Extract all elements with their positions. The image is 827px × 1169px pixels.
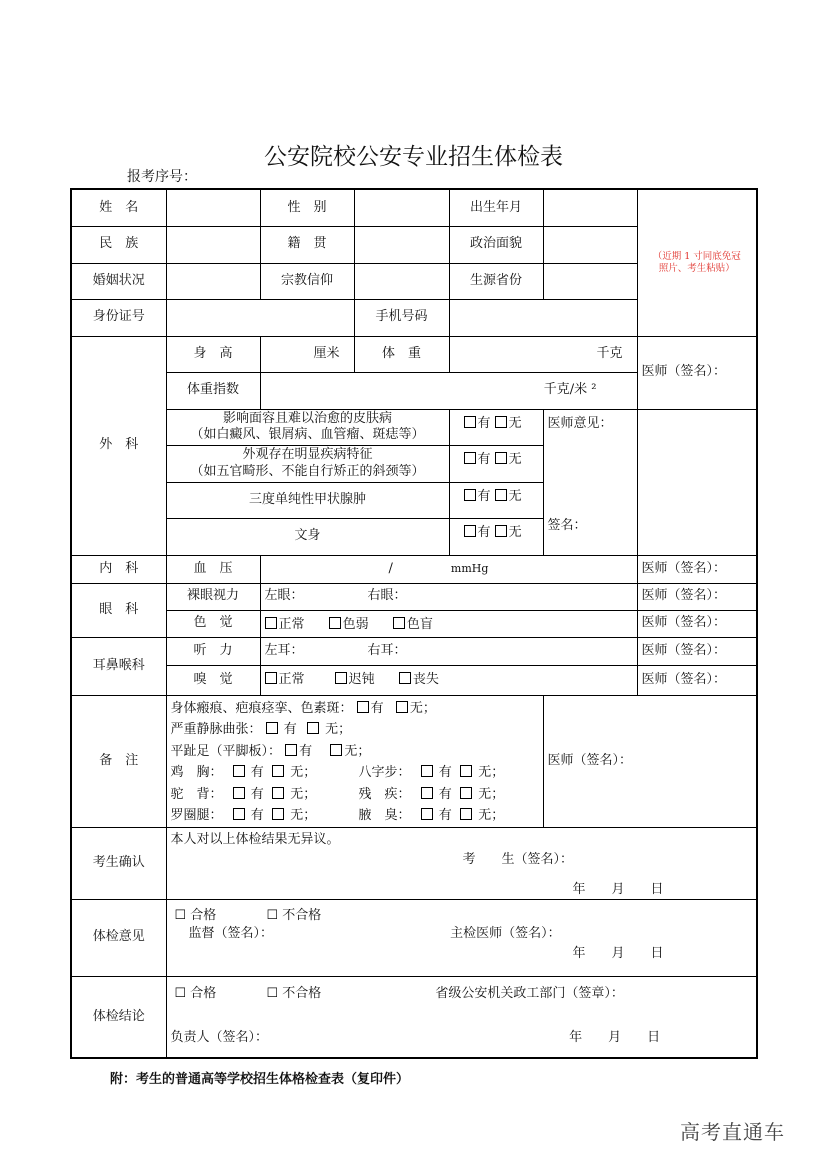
flatfoot-label: 平趾足（平脚板）： (170, 743, 282, 759)
checkbox-yes[interactable] (464, 452, 476, 464)
checkbox-loss[interactable] (399, 672, 411, 684)
right-ear-label: 右耳： (367, 642, 407, 658)
odor-label: 腋 臭： (358, 808, 411, 823)
height-label: 身 高 (166, 336, 260, 372)
checkbox-no[interactable] (495, 416, 507, 428)
surgery-doctor-sign[interactable] (637, 336, 757, 409)
no-label: 无； (409, 700, 436, 716)
opinion-choices: ☐ 合格 ☐ 不合格 (174, 907, 322, 923)
color-field[interactable] (260, 610, 637, 637)
checkbox-yes[interactable] (266, 722, 278, 734)
no-label: 无； (344, 743, 371, 759)
weight-label: 体 重 (354, 336, 449, 372)
surgery-item-thyroid-choice[interactable] (449, 482, 543, 518)
dull-label: 迟钝 (348, 671, 375, 687)
fail-option[interactable]: 不合格 (282, 985, 322, 1001)
surgery-opinion[interactable] (543, 409, 637, 555)
opinion-field[interactable] (166, 899, 757, 976)
yes-label: 有 (477, 451, 491, 467)
surgery-item-thyroid-text: 三度单纯性甲状腺肿 (248, 491, 366, 507)
native-field[interactable] (354, 226, 449, 263)
checkbox-no[interactable] (495, 489, 507, 501)
surgery-item-appearance-choice[interactable] (449, 445, 543, 482)
page-title: 公安院校公安专业招生体检表 (264, 144, 563, 170)
conclusion-field[interactable]: ☐ 合格 ☐ 不合格 省级公安机关政工部门（签章）： 负责人（签名）： 年 月 日 (166, 976, 757, 1058)
surgery-item-appearance-line1: 外观存在明显疾病特征 (242, 447, 373, 463)
varicose-label: 严重静脉曲张： (170, 722, 262, 737)
checkbox-normal[interactable] (265, 617, 277, 629)
checkbox-no[interactable] (272, 765, 284, 777)
checkbox-yes[interactable] (421, 765, 433, 777)
checkbox-no[interactable] (307, 722, 319, 734)
no-label: 无； (478, 786, 505, 802)
no-label: 无 (508, 524, 522, 540)
native-label: 籍 贯 (260, 226, 354, 263)
left-eye-label: 左眼： (264, 588, 304, 604)
color-label: 色 觉 (166, 610, 260, 637)
checkbox-yes[interactable] (357, 701, 369, 713)
checkbox-yes[interactable] (233, 765, 245, 777)
hearing-label: 听 力 (166, 637, 260, 665)
yes-label: 有 (477, 415, 491, 431)
vision-doctor-sign-label: 医师（签名）： (641, 588, 727, 604)
yes-label: 有 (250, 765, 264, 780)
opinion-date: 年 月 日 (572, 946, 664, 961)
weak-label: 色弱 (342, 616, 369, 632)
hearing-doctor-sign[interactable] (637, 637, 757, 665)
remarks-doctor-sign[interactable] (543, 695, 757, 827)
bmi-field[interactable] (260, 372, 637, 409)
remarks-line-chest (171, 762, 539, 784)
id-label: 身份证号 (71, 299, 166, 336)
name-field[interactable] (166, 189, 260, 226)
photo-hint-line2: 照片、考生粘贴） (658, 262, 735, 274)
surgery-sign-label: 签名： (547, 517, 587, 533)
normal-label: 正常 (278, 616, 305, 632)
internal-label: 内 科 (71, 555, 166, 583)
checkbox-no[interactable] (272, 787, 284, 799)
id-field[interactable] (166, 299, 354, 336)
surgery-item-thyroid (166, 482, 449, 518)
height-unit: 厘米 (313, 345, 340, 361)
vision-label: 裸眼视力 (166, 583, 260, 610)
no-label: 无； (290, 808, 317, 823)
scar-label: 身体瘢痕、疤痕痉挛、色素斑： (170, 700, 353, 716)
opinion-label: 体检意见 (71, 899, 166, 976)
religion-label: 宗教信仰 (260, 263, 354, 299)
rickets-label: 罗圈腿： (170, 808, 223, 823)
conclusion-date: 年 月 日 (569, 1029, 661, 1045)
smell-field[interactable] (260, 665, 637, 695)
checkbox-no[interactable] (495, 525, 507, 537)
left-ear-label: 左耳： (264, 642, 304, 658)
eye-label: 眼 科 (71, 583, 166, 637)
surgery-item-appearance (166, 445, 449, 482)
bmi-unit: 千克/米 ² (543, 382, 597, 398)
checkbox-yes[interactable] (233, 787, 245, 799)
dept-seal-label: 省级公安机关政工部门（签章）： (435, 985, 624, 1001)
no-label: 无 (508, 451, 522, 467)
yes-label: 有 (283, 722, 297, 737)
marital-label: 婚姻状况 (71, 263, 166, 299)
remarks-line-hunch (171, 784, 539, 806)
internal-doctor-sign[interactable] (637, 555, 757, 583)
vision-doctor-sign[interactable] (637, 583, 757, 610)
yes-label: 有 (438, 808, 452, 823)
yes-label: 有 (477, 524, 491, 540)
fail-option[interactable]: 不合格 (282, 907, 322, 923)
surgery-item-tattoo-text: 文身 (294, 528, 321, 544)
supervisor-sign-label: 监督（签名）： (188, 925, 274, 941)
gender-label: 性 别 (260, 189, 354, 226)
internal-doctor-sign-label: 医师（签名）： (641, 560, 727, 576)
checkbox-yes[interactable] (421, 787, 433, 799)
checkbox-no[interactable] (396, 701, 408, 713)
hearing-field[interactable] (260, 637, 637, 665)
remarks-line-varicose (171, 719, 539, 741)
yes-label: 有 (370, 700, 384, 716)
checkbox-no[interactable] (460, 808, 472, 820)
no-label: 无； (325, 722, 352, 737)
checkbox-no[interactable] (495, 452, 507, 464)
photo-hint-line1: （近期 1 寸同底免冠 (652, 250, 741, 262)
bmi-label: 体重指数 (166, 372, 260, 409)
smell-label: 嗅 觉 (166, 665, 260, 695)
surgery-item-skin-line2: （如白癜风、银屑病、血管瘤、斑痣等） (190, 427, 425, 442)
no-label: 无； (290, 786, 317, 802)
phone-field[interactable] (449, 299, 637, 336)
political-label: 政治面貌 (449, 226, 543, 263)
checkbox-no[interactable] (460, 787, 472, 799)
phone-label: 手机号码 (354, 299, 449, 336)
checkbox-blind[interactable] (393, 617, 405, 629)
color-doctor-sign-label: 医师（签名）： (641, 615, 727, 631)
no-label: 无 (508, 415, 522, 431)
checkbox-weak[interactable] (329, 617, 341, 629)
confirm-label: 考生确认 (71, 827, 166, 899)
checkbox-no[interactable] (330, 744, 342, 756)
no-label: 无； (478, 808, 505, 823)
checkbox-yes[interactable] (421, 808, 433, 820)
surgery-item-appearance-line2: （如五官畸形、不能自行矫正的斜颈等） (190, 463, 425, 479)
bp-slash: / (388, 560, 393, 576)
checkbox-yes[interactable] (233, 808, 245, 820)
photo-area[interactable] (637, 189, 757, 336)
eight-step-label: 八字步： (358, 765, 411, 780)
ent-label: 耳鼻喉科 (71, 637, 166, 695)
checkbox-normal[interactable] (265, 672, 277, 684)
yes-label: 有 (250, 808, 264, 823)
surgery-item-skin-line1: 影响面容且难以治愈的皮肤病 (222, 410, 392, 426)
remarks-line-flatfoot (171, 741, 539, 763)
surgery-doctor-sign-label: 医师（签名）： (641, 364, 727, 380)
origin-label: 生源省份 (449, 263, 543, 299)
bp-unit: mmHg (450, 561, 489, 575)
right-eye-label: 右眼： (367, 588, 407, 604)
chest-label: 鸡 胸： (170, 765, 223, 780)
checkbox-no[interactable] (272, 808, 284, 820)
surgery-item-tattoo-choice[interactable] (449, 518, 543, 555)
surgery-item-skin (166, 409, 449, 445)
yes-label: 有 (438, 786, 452, 802)
yes-label: 有 (438, 765, 452, 780)
yes-label: 有 (477, 488, 491, 504)
confirm-text: 本人对以上体检结果无异议。 (170, 831, 340, 847)
pass-option[interactable]: 合格 (190, 985, 217, 1001)
confirm-sign-label: 考 生（签名）： (462, 851, 574, 867)
attachment-note: 附：考生的普通高等学校招生体格检查表（复印件） (110, 1072, 410, 1087)
disable-label: 残 疾： (358, 786, 411, 802)
smell-doctor-sign[interactable] (637, 665, 757, 695)
vision-field[interactable] (260, 583, 637, 610)
remarks-label: 备 注 (71, 695, 166, 827)
origin-field[interactable] (543, 263, 637, 299)
yes-label: 有 (299, 743, 313, 759)
color-doctor-sign[interactable] (637, 610, 757, 637)
exam-form-table (70, 188, 758, 1059)
hearing-doctor-sign-label: 医师（签名）： (641, 642, 727, 658)
surgery-label: 外 科 (71, 336, 166, 555)
bp-field[interactable] (260, 555, 637, 583)
marital-field[interactable] (166, 263, 260, 299)
remarks-line-rickets (171, 805, 539, 827)
conclusion-label: 体检结论 (71, 976, 166, 1058)
checkbox-no[interactable] (460, 765, 472, 777)
pass-option[interactable]: 合格 (190, 907, 217, 923)
birth-label: 出生年月 (449, 189, 543, 226)
birth-field[interactable] (543, 189, 637, 226)
yes-label: 有 (250, 786, 264, 802)
checkbox-yes[interactable] (464, 416, 476, 428)
leader-sign-label: 负责人（签名）： (170, 1029, 269, 1045)
loss-label: 丧失 (412, 671, 439, 687)
watermark: 高考直通车 (680, 1120, 785, 1144)
chief-doctor-sign-label: 主检医师（签名）： (450, 925, 561, 941)
doctor-opinion-label: 医师意见： (547, 415, 613, 431)
weight-unit: 千克 (596, 345, 623, 361)
no-label: 无； (478, 765, 505, 780)
normal-label: 正常 (278, 671, 305, 687)
remarks-doctor-sign-label: 医师（签名）： (547, 752, 633, 768)
gender-field[interactable] (354, 189, 449, 226)
confirm-date: 年 月 日 (572, 882, 664, 897)
blind-label: 色盲 (406, 616, 433, 632)
surgery-item-tattoo (166, 518, 449, 555)
remarks-line-scar (171, 698, 539, 720)
political-field[interactable] (543, 226, 637, 263)
religion-field[interactable] (354, 263, 449, 299)
surgery-item-skin-choice[interactable] (449, 409, 543, 445)
no-label: 无 (508, 488, 522, 504)
checkbox-dull[interactable] (335, 672, 347, 684)
name-label: 姓 名 (71, 189, 166, 226)
weight-field[interactable] (449, 336, 637, 372)
bp-label: 血 压 (166, 555, 260, 583)
ethnic-label: 民 族 (71, 226, 166, 263)
confirm-field[interactable] (166, 827, 757, 899)
remarks-field[interactable] (166, 695, 543, 827)
checkbox-yes[interactable] (285, 744, 297, 756)
ethnic-field[interactable] (166, 226, 260, 263)
smell-doctor-sign-label: 医师（签名）： (641, 671, 727, 687)
checkbox-yes[interactable] (464, 525, 476, 537)
hunch-label: 驼 背： (170, 786, 223, 802)
no-label: 无； (290, 765, 317, 780)
checkbox-yes[interactable] (464, 489, 476, 501)
height-field[interactable] (260, 336, 354, 372)
serial-number-label: 报考序号： (127, 169, 197, 185)
